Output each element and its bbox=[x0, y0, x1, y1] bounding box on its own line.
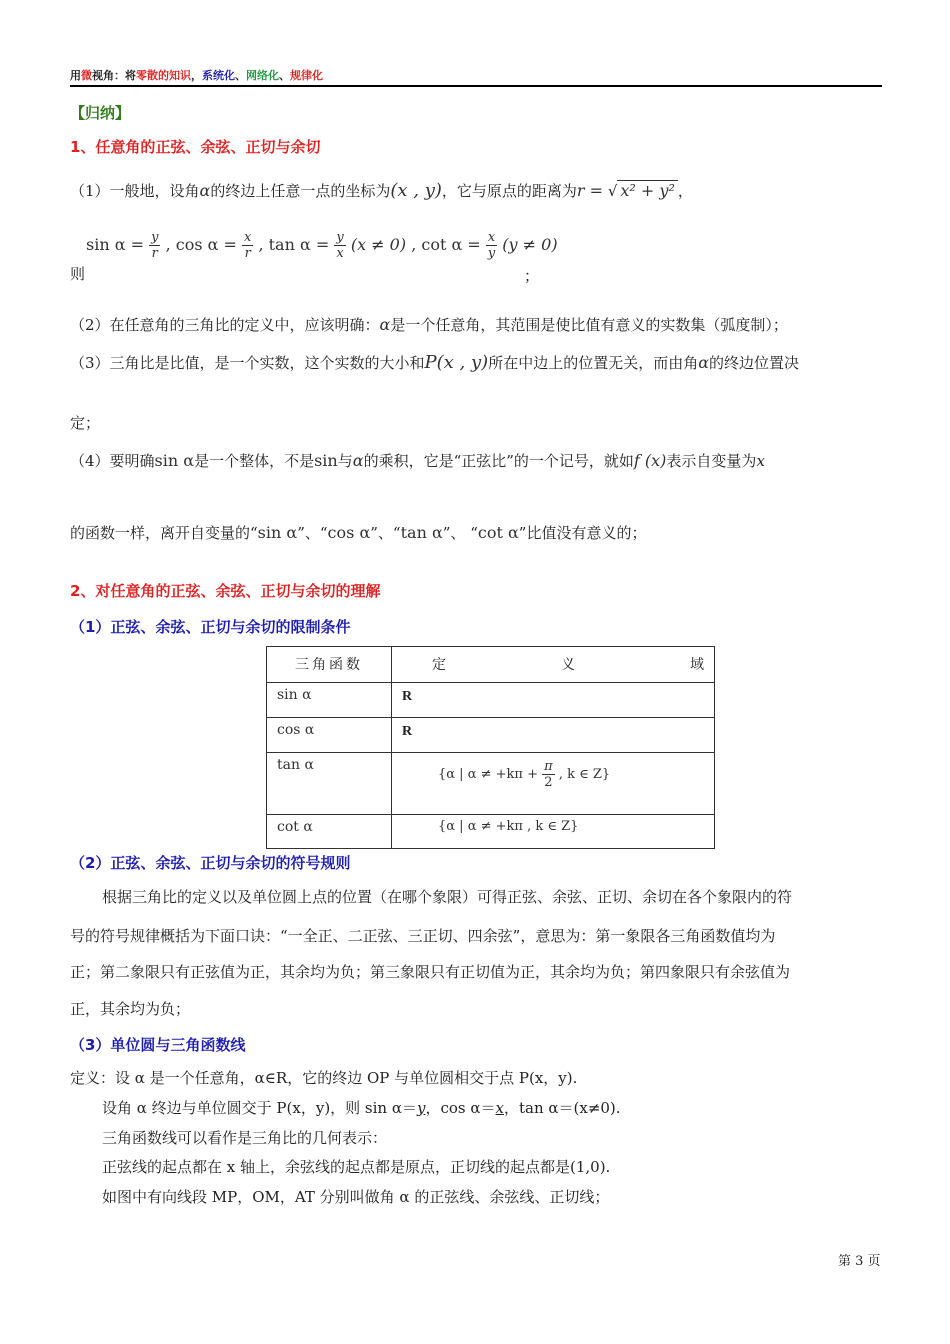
header-text-8: 网络化 bbox=[246, 69, 279, 82]
page-number: 第 3 页 bbox=[838, 1254, 881, 1269]
frac-x-y: $\frac{x}{y}$ bbox=[487, 230, 496, 261]
item-1-text-b: 的终边上任意一点的坐标为 bbox=[210, 182, 391, 200]
header-domain: 定 义 域 bbox=[392, 647, 715, 683]
subsection-1-title: （1）正弦、余弦、正切与余切的限制条件 bbox=[70, 618, 351, 636]
item-3-text-c: 的终边位置决 bbox=[709, 354, 800, 372]
row-func-tan: tan α bbox=[267, 753, 392, 815]
table-row bbox=[267, 718, 715, 753]
section-2-title: 2、对任意角的正弦、余弦、正切与余切的理解 bbox=[70, 582, 381, 600]
f-of-x: f (x) bbox=[633, 451, 667, 470]
header-text-4: 零散的知识 bbox=[136, 69, 191, 82]
x-symbol: x bbox=[756, 452, 765, 470]
summary-tag: 【归纳】 bbox=[70, 104, 131, 122]
subsection-3-title: （3）单位圆与三角函数线 bbox=[70, 1036, 246, 1054]
sign-rule-para-3: 正；第二象限只有正弦值为正，其余均为负；第三象限只有正切值为正，其余均为负；第四象限只有余弦值为 bbox=[70, 963, 791, 981]
definition-formulas bbox=[86, 230, 558, 261]
tan-condition: (x ≠ 0) bbox=[350, 235, 407, 254]
header-divider bbox=[70, 85, 882, 87]
header-text-6: 系统化 bbox=[202, 69, 235, 82]
radicand: x² + y² bbox=[617, 180, 677, 200]
unit-circle-def: 定义：设 α 是一个任意角，α∈R，它的终边 OP 与单位圆相交于点 P(x，y). bbox=[70, 1069, 578, 1087]
item-4-text-e: 表示自变量为 bbox=[666, 452, 757, 470]
page-header bbox=[70, 68, 882, 84]
item-1-text-d: ， bbox=[677, 182, 693, 200]
cot-def: , cot α = bbox=[411, 235, 481, 254]
item-1-text-a: （1）一般地，设角 bbox=[70, 182, 200, 200]
unit-circle-line-5: 如图中有向线段 MP，OM，AT 分别叫做角 α 的正弦线、余弦线、正切线； bbox=[102, 1188, 610, 1206]
item-4-line bbox=[70, 450, 765, 472]
sin-symbol: sin bbox=[314, 451, 338, 470]
table-row bbox=[267, 683, 715, 718]
item-3-text-a: （3）三角比是比值，是一个实数，这个实数的大小和 bbox=[70, 354, 425, 372]
subsection-2-title: （2）正弦、余弦、正切与余切的符号规则 bbox=[70, 854, 351, 872]
item-4-text-g: ”、“ bbox=[297, 524, 328, 542]
then-label: 则 bbox=[70, 265, 86, 283]
header-text-9: 、 bbox=[279, 69, 290, 82]
header-text-10: 规律化 bbox=[290, 69, 323, 82]
sin-def: sin α = bbox=[86, 235, 145, 254]
item-2-line bbox=[70, 314, 788, 336]
domain-table bbox=[266, 646, 715, 849]
item-1-text-c: ，它与原点的距离为 bbox=[441, 182, 577, 200]
row-domain-tan: {α | α ≠ +kπ + $\frac{\pi}{2}$ , k ∈ Z} bbox=[392, 753, 715, 815]
item-4-text-h: ”、“ bbox=[370, 524, 401, 542]
cos-alpha: cos α bbox=[327, 523, 371, 542]
alpha-symbol: α bbox=[379, 315, 391, 334]
r-equals: r = bbox=[576, 181, 604, 200]
frac-y-x: $\frac{y}{x}$ bbox=[336, 230, 344, 261]
header-text-2: 微 bbox=[81, 69, 92, 82]
sin-alpha: sin α bbox=[257, 523, 298, 542]
section-1-title: 1、任意角的正弦、余弦、正切与余切 bbox=[70, 138, 321, 156]
table-row bbox=[267, 753, 715, 815]
header-function: 三角函数 bbox=[267, 647, 392, 683]
header-text-3: 视角：将 bbox=[92, 69, 136, 82]
sign-rule-para-1: 根据三角比的定义以及单位圆上点的位置（在哪个象限）可得正弦、余弦、正切、余切在各个象限内的符 bbox=[102, 888, 793, 906]
unit-circle-line-4: 正弦线的起点都在 x 轴上，余弦线的起点都是原点，正切线的起点都是(1,0). bbox=[102, 1158, 611, 1176]
item-2-text-a: （2）在任意角的三角比的定义中，应该明确： bbox=[70, 316, 380, 334]
sign-rule-para-4: 正，其余均为负； bbox=[70, 1000, 191, 1018]
item-4-text-b: 是一个整体，不是 bbox=[194, 452, 315, 470]
alpha-symbol: α bbox=[698, 353, 710, 372]
header-text-5: ， bbox=[191, 69, 202, 82]
item-3-line bbox=[70, 352, 799, 374]
cot-alpha: cot α bbox=[477, 523, 519, 542]
item-1-line: （1）一般地，设角α的终边上任意一点的坐标为(x , y)，它与原点的距离为r = √ x² + y² ， bbox=[70, 180, 693, 201]
header-text-1: 用 bbox=[70, 69, 81, 82]
item-4-continued bbox=[70, 522, 646, 544]
item-4-text-j: ”比值没有意义的； bbox=[518, 524, 647, 542]
item-4-text-d: 的乘积，它是“正弦比”的一个记号，就如 bbox=[363, 452, 634, 470]
item-4-text-a: （4）要明确 bbox=[70, 452, 155, 470]
formula-semicolon: ； bbox=[524, 267, 540, 285]
item-2-text-b: 是一个任意角，其范围是使比值有意义的实数集（弧度制）； bbox=[390, 316, 788, 334]
item-4-text-f: 的函数一样，离开自变量的“ bbox=[70, 524, 258, 542]
cos-def: , cos α = bbox=[165, 235, 237, 254]
item-3-continued: 定； bbox=[70, 414, 101, 432]
row-func-cos: cos α bbox=[267, 718, 392, 753]
alpha-symbol: α bbox=[352, 451, 364, 470]
table-header-row bbox=[267, 647, 715, 683]
cot-condition: (y ≠ 0) bbox=[502, 235, 558, 254]
item-3-text-b: 所在中边上的位置无关，而由角 bbox=[488, 354, 699, 372]
tan-def: , tan α = bbox=[258, 235, 330, 254]
table-row bbox=[267, 815, 715, 849]
row-func-sin: sin α bbox=[267, 683, 392, 718]
sign-rule-para-2: 号的符号规律概括为下面口诀：“一全正、二正弦、三正切、四余弦”，意思为：第一象限各三角函数值均为 bbox=[70, 927, 776, 945]
frac-pi-2: $\frac{\pi}{2}$ bbox=[544, 759, 553, 790]
point-coords: (x , y) bbox=[390, 180, 442, 201]
unit-circle-line-3: 三角函数线可以看作是三角比的几何表示： bbox=[102, 1129, 388, 1147]
domain-table-wrapper bbox=[266, 646, 715, 849]
sin-alpha: sin α bbox=[154, 451, 195, 470]
row-domain-cot: {α | α ≠ +kπ , k ∈ Z} bbox=[392, 815, 715, 849]
unit-circle-line-2: 设角 α 终边与单位圆交于 P(x，y)，则 sin α＝y，cos α＝x，tan α＝(x≠0). bbox=[102, 1099, 621, 1117]
row-func-cot: cot α bbox=[267, 815, 392, 849]
frac-x-r: $\frac{x}{r}$ bbox=[244, 230, 252, 261]
frac-y-r: $\frac{y}{r}$ bbox=[151, 230, 159, 261]
item-4-text-i: ”、 “ bbox=[442, 524, 478, 542]
row-domain-sin: R bbox=[392, 683, 715, 718]
alpha-symbol: α bbox=[199, 181, 211, 200]
point-P: P(x , y) bbox=[424, 352, 489, 373]
row-domain-cos: R bbox=[392, 718, 715, 753]
tan-alpha: tan α bbox=[400, 523, 443, 542]
item-4-text-c: 与 bbox=[337, 452, 353, 470]
header-text-7: 、 bbox=[235, 69, 246, 82]
